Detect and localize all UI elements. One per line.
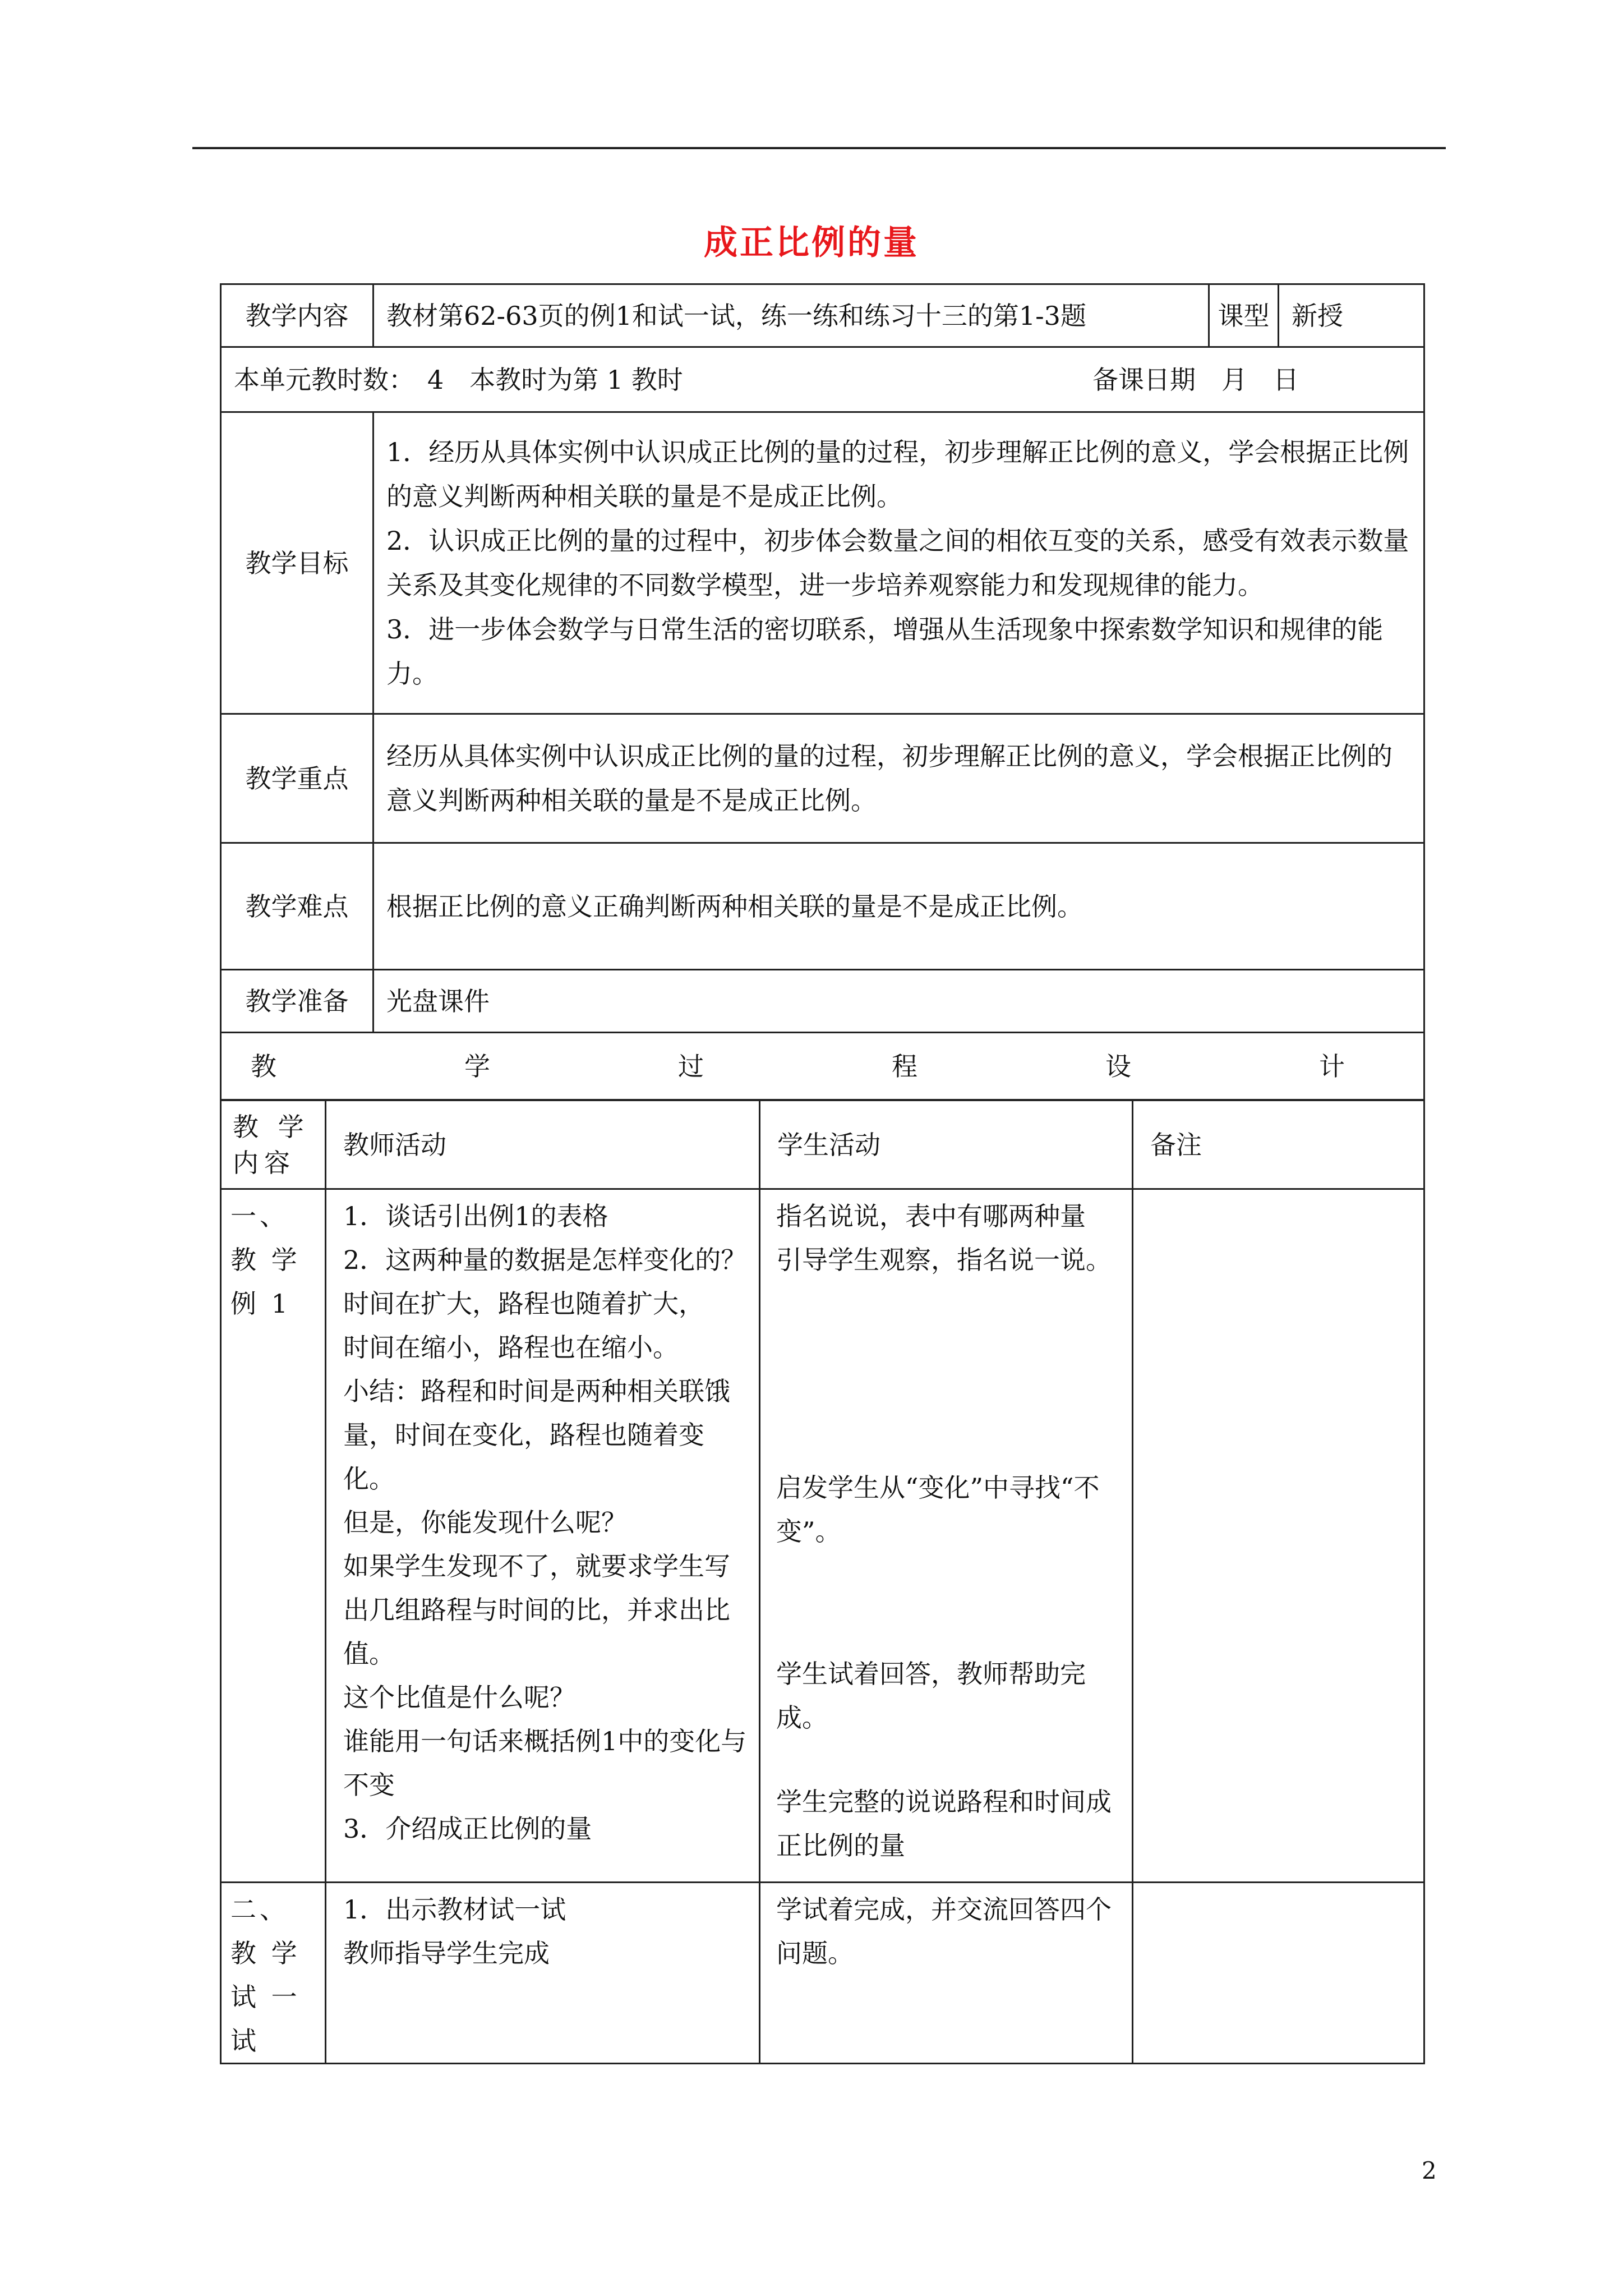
- document-title: 成正比例的量: [704, 223, 919, 263]
- key-value: 经历从具体实例中认识成正比例的量的过程，初步理解正比例的意义，学会根据正比例的意义判断两种相关联的量是不是成正比例。: [374, 714, 1424, 843]
- teacher-item: 1．出示教材试一试: [343, 1894, 566, 1925]
- goals-cell: [374, 412, 1424, 714]
- teacher-item: 3．介绍成正比例的量: [343, 1814, 592, 1844]
- section2-label: 二、教 学 试 一试: [221, 1883, 326, 2064]
- header-notes: 备注: [1133, 1101, 1424, 1189]
- unit-hours: 本单元教时数： 4 本教时为第 1 教时: [234, 364, 683, 395]
- process-title-row: [221, 1033, 1424, 1100]
- header-content: 教 学 内容: [221, 1101, 326, 1189]
- page-number: 2: [1422, 2157, 1437, 2184]
- process-title: 教 学 过 程 设 计: [251, 1051, 1345, 1082]
- prep-label: 教学准备: [221, 970, 374, 1033]
- goal-3: 3．进一步体会数学与日常生活的密切联系，增强从生活现象中探索数学知识和规律的能力。: [386, 614, 1384, 689]
- content-label: 教学内容: [221, 284, 374, 347]
- header-rule: [192, 147, 1446, 149]
- prep-date: 备课日期 月 日: [1092, 364, 1299, 395]
- section2-student: [760, 1883, 1133, 2064]
- section1-teacher: [326, 1189, 760, 1883]
- process-table: [220, 1099, 1425, 2064]
- student-item: 启发学生从“变化”中寻找“不变”。: [776, 1473, 1100, 1547]
- student-item: 引导学生观察，指名说一说。: [776, 1245, 1112, 1275]
- teacher-item: 1．谈话引出例1的表格: [343, 1201, 608, 1231]
- goal-1: 1．经历从具体实例中认识成正比例的量的过程，初步理解正比例的意义，学会根据正比例的意义判断两种相关联的量是不是成正比例。: [386, 436, 1409, 512]
- difficulty-value: 根据正比例的意义正确判断两种相关联的量是不是成正比例。: [374, 843, 1424, 970]
- header-student: 学生活动: [760, 1101, 1133, 1189]
- teacher-item: 时间在扩大，路程也随着扩大，: [343, 1289, 704, 1319]
- section1-student: [760, 1189, 1133, 1883]
- prep-value: 光盘课件: [374, 970, 1424, 1033]
- type-value: 新授: [1279, 284, 1424, 347]
- teacher-item: 2．这两种量的数据是怎样变化的？: [343, 1245, 747, 1275]
- difficulty-label: 教学难点: [221, 843, 374, 970]
- lesson-info-table: [220, 283, 1425, 1101]
- section1-label: 一、教 学 例 1: [221, 1189, 326, 1883]
- section2-notes: [1133, 1883, 1424, 2064]
- teacher-item: 小结：路程和时间是两种相关联饿量，时间在变化，路程也随着变化。: [343, 1376, 730, 1494]
- teacher-item: 时间在缩小，路程也在缩小。: [343, 1332, 679, 1363]
- teacher-item: 如果学生发现不了，就要求学生写出几组路程与时间的比，并求出比值。: [343, 1551, 730, 1669]
- header-teacher: 教师活动: [326, 1101, 760, 1189]
- student-item: 学生完整的说说路程和时间成正比例的量: [776, 1787, 1112, 1861]
- unit-hours-row: [221, 347, 1424, 412]
- teacher-item: 这个比值是什么呢？: [343, 1682, 575, 1713]
- goals-label: 教学目标: [221, 412, 374, 714]
- teacher-item: 谁能用一句话来概括例1中的变化与不变: [343, 1726, 747, 1800]
- teacher-item: 但是，你能发现什么呢？: [343, 1507, 627, 1538]
- student-item: 学生试着回答，教师帮助完成。: [776, 1659, 1086, 1733]
- section2-teacher: [326, 1883, 760, 2064]
- key-label: 教学重点: [221, 714, 374, 843]
- teacher-item: 教师指导学生完成: [343, 1938, 550, 1968]
- student-item: 学试着完成，并交流回答四个问题。: [776, 1894, 1112, 1968]
- goal-2: 2．认识成正比例的量的过程中，初步体会数量之间的相依互变的关系，感受有效表示数量关系及其变化规律的不同数学模型，进一步培养观察能力和发现规律的能力。: [386, 525, 1409, 600]
- student-item: 指名说说，表中有哪两种量: [776, 1201, 1086, 1231]
- content-value: 教材第62-63页的例1和试一试，练一练和练习十三的第1-3题: [374, 284, 1209, 347]
- section1-notes: [1133, 1189, 1424, 1883]
- type-label: 课型: [1209, 284, 1279, 347]
